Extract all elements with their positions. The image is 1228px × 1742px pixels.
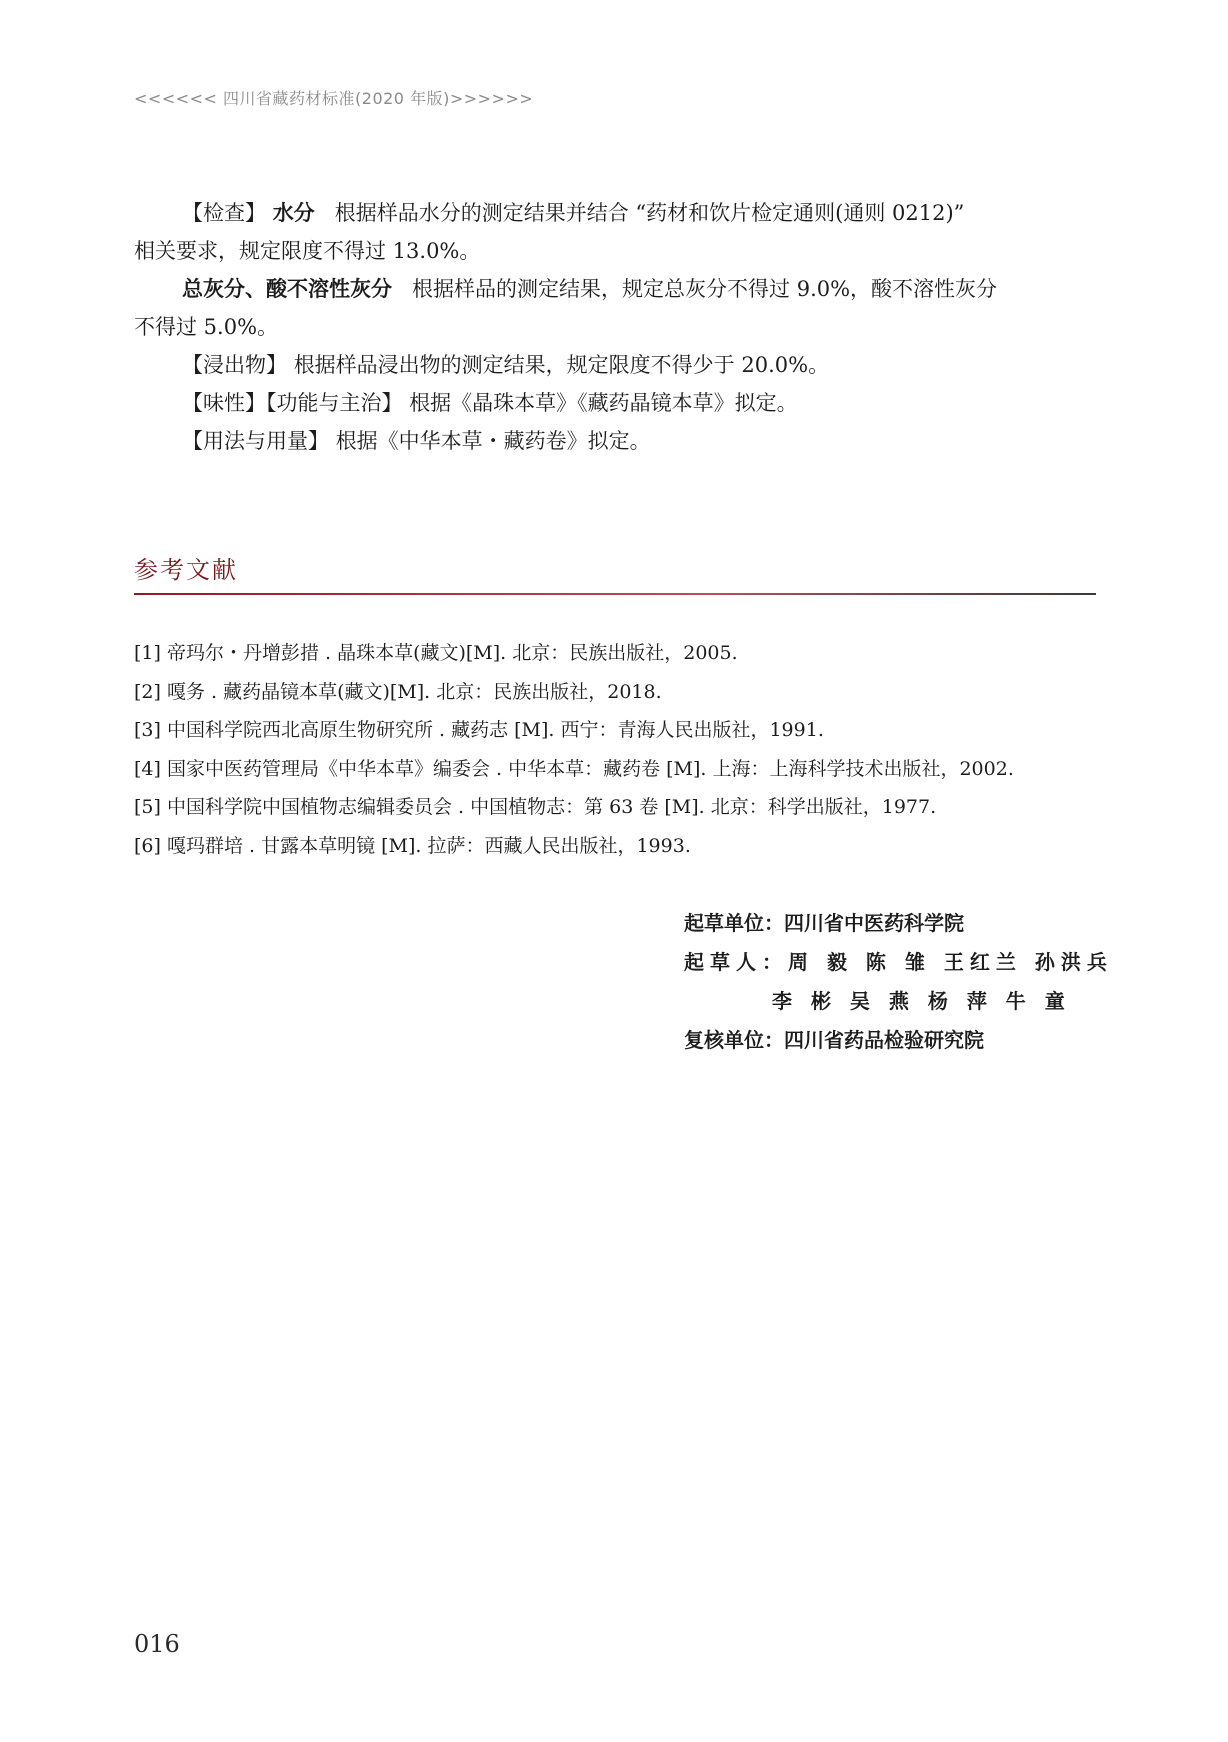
reference-list xyxy=(134,634,1114,865)
ash-paragraph-cont xyxy=(134,308,1098,346)
reference-item: [5] 中国科学院中国植物志编辑委员会 . 中国植物志：第 63 卷 [M]. 北京：科学出版社，1977. xyxy=(134,796,937,818)
credits-block xyxy=(684,904,1113,1060)
moisture-text-1: 根据样品水分的测定结果并结合 “药材和饮片检定通则(通则 0212)” xyxy=(334,201,965,225)
references-heading: 参考文献 xyxy=(134,556,238,584)
taste-text: 根据《晶珠本草》《藏药晶镜本草》拟定。 xyxy=(409,391,798,415)
extract-label: 【浸出物】 xyxy=(182,353,287,377)
reference-item: [4] 国家中医药管理局《中华本草》编委会 . 中华本草：藏药卷 [M]. 上海：上海科学技术出版社，2002. xyxy=(134,757,1014,780)
reference-item: [2] 嘎务 . 藏药晶镜本草(藏文)[M]. 北京：民族出版社，2018. xyxy=(134,680,662,703)
reference-item: [3] 中国科学院西北高原生物研究所 . 藏药志 [M]. 西宁：青海人民出版社，1991. xyxy=(134,719,824,741)
moisture-paragraph-cont xyxy=(134,232,1098,270)
moisture-paragraph xyxy=(134,194,1098,232)
references-divider xyxy=(134,593,1096,595)
moisture-label: 水分 xyxy=(272,201,315,225)
drafters-line-2: 李 彬 吴 燕 杨 萍 牛 童 xyxy=(772,989,1071,1013)
moisture-text-2: 相关要求，规定限度不得过 13.0%。 xyxy=(134,239,481,263)
reference-item: [6] 嘎玛群培 . 甘露本草明镜 [M]. 拉萨：西藏人民出版社，1993. xyxy=(134,834,691,857)
running-header: <<<<<< 四川省藏药材标准(2020 年版)>>>>>> xyxy=(134,89,534,108)
ash-text-1: 根据样品的测定结果，规定总灰分不得过 9.0%，酸不溶性灰分 xyxy=(412,277,998,301)
taste-paragraph xyxy=(134,384,1098,422)
reference-item: [1] 帝玛尔・丹增彭措 . 晶珠本草(藏文)[M]. 北京：民族出版社，2005. xyxy=(134,642,738,664)
taste-label: 【味性】【功能与主治】 xyxy=(182,391,403,415)
ash-paragraph xyxy=(134,270,1098,308)
check-label: 【检查】 xyxy=(182,201,266,225)
monograph-body xyxy=(134,194,1098,460)
extract-paragraph xyxy=(134,346,1098,384)
ash-text-2: 不得过 5.0%。 xyxy=(134,315,279,339)
usage-label: 【用法与用量】 xyxy=(182,429,329,453)
drafting-unit: 起草单位：四川省中医药科学院 xyxy=(684,911,964,935)
drafters-line-1: 起草人：周 毅 陈 雏 王红兰 孙洪兵 xyxy=(684,950,1113,974)
usage-text: 根据《中华本草・藏药卷》拟定。 xyxy=(335,429,651,453)
page-number: 016 xyxy=(134,1630,180,1658)
usage-paragraph xyxy=(134,422,1098,460)
extract-text: 根据样品浸出物的测定结果，规定限度不得少于 20.0%。 xyxy=(293,353,830,377)
ash-label: 总灰分、酸不溶性灰分 xyxy=(182,277,392,301)
review-unit: 复核单位：四川省药品检验研究院 xyxy=(684,1028,984,1052)
